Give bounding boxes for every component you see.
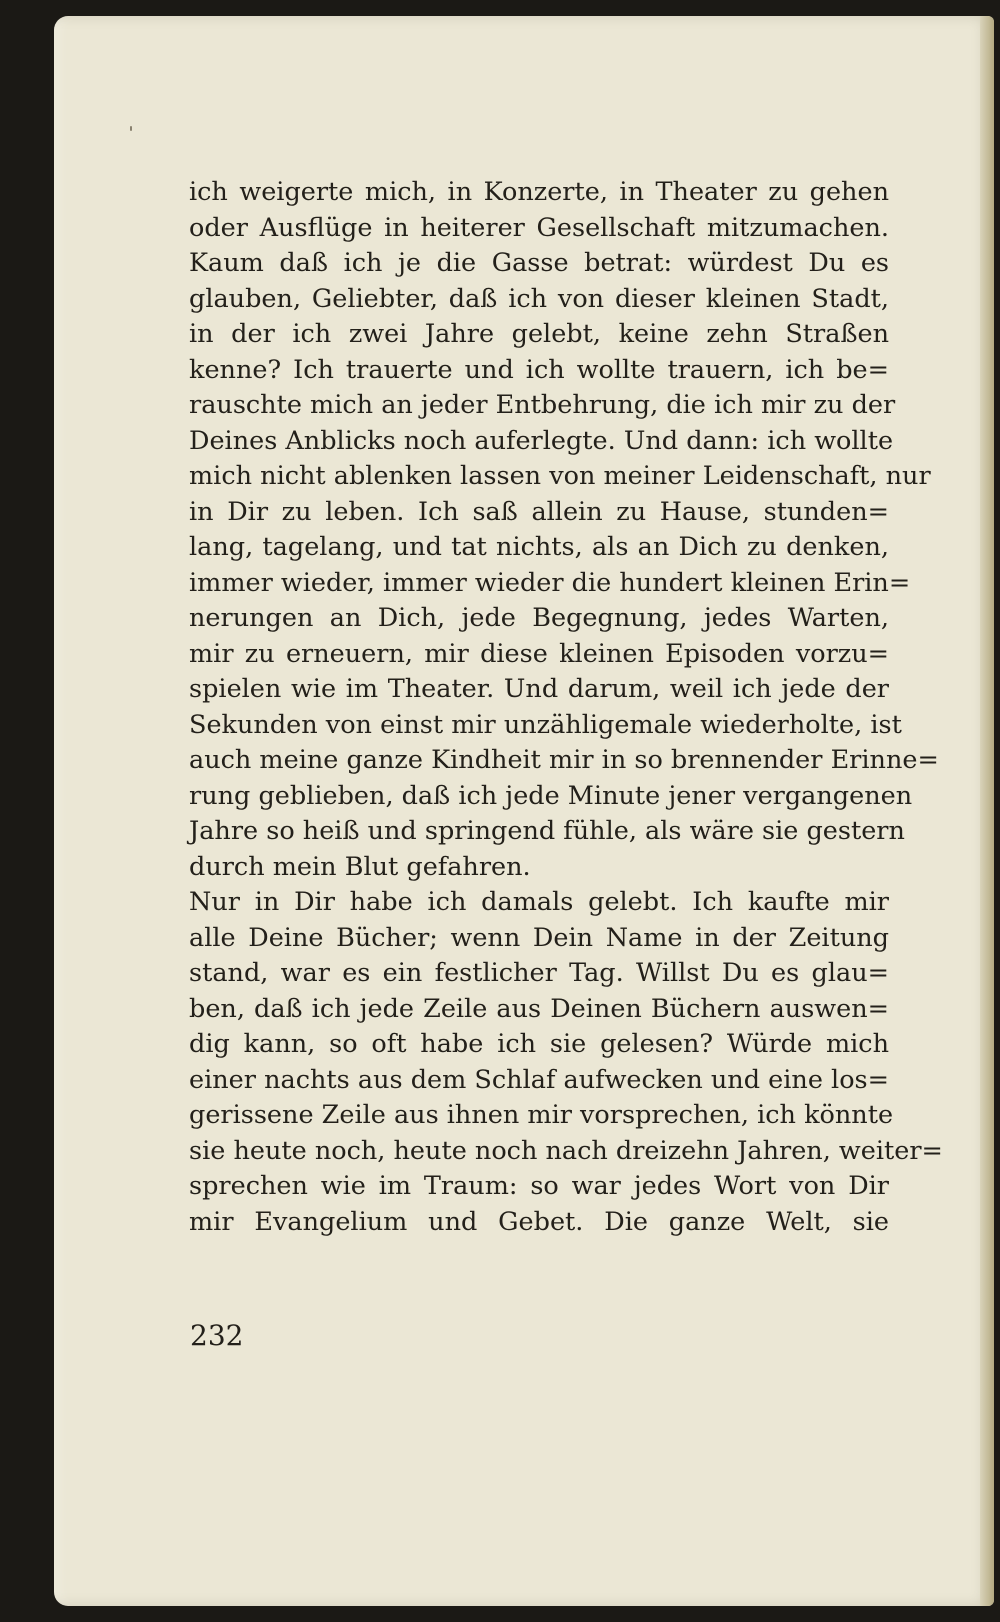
text-line: Sekunden von einst mir unzähligemale wiederholte, ist [189,709,902,740]
text-line: alle Deine Bücher; wenn Dein Name in der Zeitung [189,922,889,953]
text-line: mir zu erneuern, mir diese kleinen Episoden vorzu= [189,638,889,669]
text-line: glauben, Geliebter, daß ich von dieser kleinen Stadt, [189,283,889,314]
text-line: mir Evangelium und Gebet. Die ganze Welt, sie [189,1206,889,1237]
text-line: durch mein Blut gefahren. [189,851,531,882]
text-line: nerungen an Dich, jede Begegnung, jedes Warten, [189,603,889,633]
page-number: 232 [190,1319,244,1352]
text-line: auch meine ganze Kindheit mir in so brennender Erinne= [189,745,939,775]
text-line: Deines Anblicks noch auferlegte. Und dann: ich wollte [189,425,894,456]
text-line: oder Ausflüge in heiterer Gesellschaft mitzumachen. [189,212,889,243]
text-line: Nur in Dir habe ich damals gelebt. Ich kaufte mir [189,887,889,917]
paper-speck [130,126,132,131]
text-line: immer wieder, immer wieder die hundert kleinen Erin= [189,567,911,598]
text-line: sie heute noch, heute noch nach dreizehn Jahren, weiter= [189,1135,943,1166]
text-line: in der ich zwei Jahre gelebt, keine zehn Straßen [189,319,889,349]
text-line: ben, daß ich jede Zeile aus Deinen Büchern auswen= [189,993,889,1024]
text-line: Jahre so heiß und springend fühle, als wäre sie gestern [189,816,905,846]
text-line: lang, tagelang, und tat nichts, als an Dich zu denken, [189,532,889,562]
body-text [189,175,943,1240]
text-line: kenne? Ich trauerte und ich wollte trauern, ich be= [189,354,889,385]
text-line: in Dir zu leben. Ich saß allein zu Hause, stunden= [189,496,889,527]
page-edge [980,16,994,1606]
text-line: spielen wie im Theater. Und darum, weil ich jede der [189,674,889,704]
text-line: einer nachts aus dem Schlaf aufwecken und eine los= [189,1064,889,1095]
text-line: ich weigerte mich, in Konzerte, in Theater zu gehen [189,177,889,207]
text-line: rauschte mich an jeder Entbehrung, die ich mir zu der [189,390,896,420]
text-line: mich nicht ablenken lassen von meiner Leidenschaft, nur [189,461,931,491]
text-line: gerissene Zeile aus ihnen mir vorsprechen, ich könnte [189,1100,894,1130]
text-line: rung geblieben, daß ich jede Minute jener vergangenen [189,780,913,811]
text-line: stand, war es ein festlicher Tag. Willst Du es glau= [189,958,889,988]
text-line: sprechen wie im Traum: so war jedes Wort von Dir [189,1171,889,1201]
text-line: dig kann, so oft habe ich sie gelesen? Würde mich [189,1029,889,1059]
text-line: Kaum daß ich je die Gasse betrat: würdest Du es [189,248,889,278]
